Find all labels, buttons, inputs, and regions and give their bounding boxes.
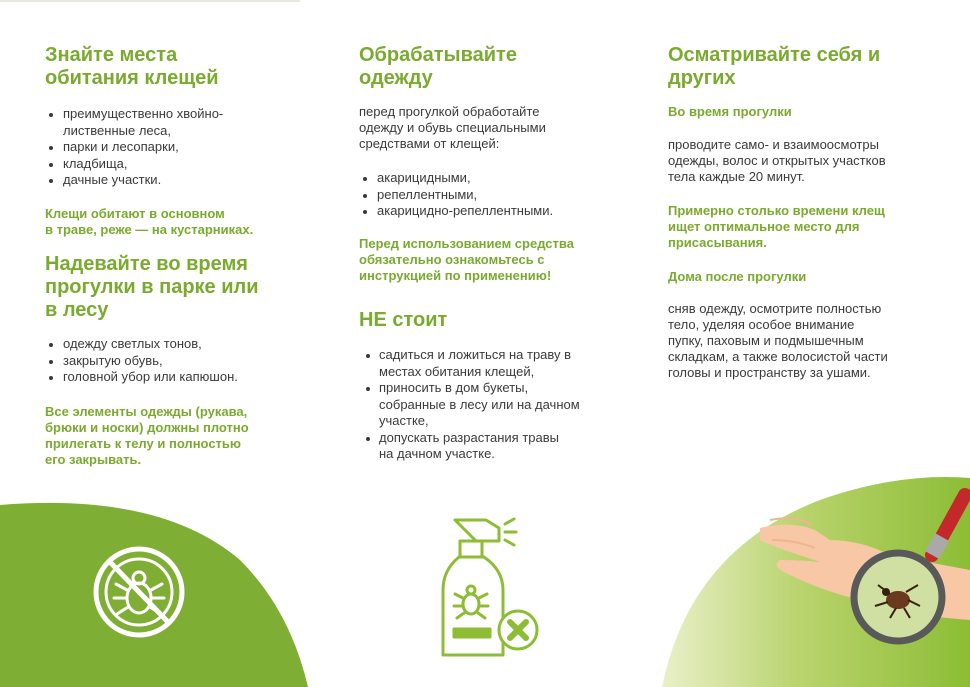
heading-line: Осматривайте себя и (668, 44, 881, 66)
products-note (359, 236, 574, 284)
list-item (359, 430, 629, 463)
note-line: ищет оптимальное место для (668, 219, 860, 234)
text-line: перед прогулкой обработайте (359, 104, 540, 119)
at-home-text (668, 301, 888, 381)
list-line: садиться и ложиться на траву в (379, 347, 572, 362)
spray-bottle-tick-icon (443, 519, 537, 655)
time-note (668, 203, 885, 251)
subheading-during-walk: Во время прогулки (668, 104, 792, 119)
clothing-note (45, 404, 249, 468)
left-green-panel (0, 503, 308, 687)
list-line: местах обитания клещей, (379, 363, 535, 379)
heading-line: других (668, 67, 736, 89)
treat-clothes-text (359, 104, 546, 152)
text-line: сняв одежду, осмотрите полностью (668, 301, 882, 316)
list-item: закрытую обувь, (45, 353, 295, 370)
note-line: его закрывать. (45, 452, 142, 467)
list-item: акарицидными, (359, 170, 619, 187)
column-inspect (668, 0, 943, 500)
habitats-list (45, 106, 295, 189)
text-line: одежды, волос и открытых участков (668, 153, 886, 168)
note-line: инструкцией по применению! (359, 268, 552, 283)
note-line: Перед использованием средства (359, 236, 574, 251)
column-habitats (45, 0, 315, 500)
list-item (359, 380, 629, 430)
note-line: присасывания. (668, 235, 767, 250)
note-line: прилегать к телу и полностью (45, 436, 242, 451)
text-line: средствами от клещей: (359, 136, 500, 151)
list-item (359, 347, 629, 380)
heading-clothing (45, 253, 259, 322)
column-treat-clothes (359, 0, 634, 500)
note-line: Все элементы одежды (рукава, (45, 404, 248, 419)
list-line: собранные в лесу или на дачном (379, 396, 580, 412)
heading-habitats-text: Знайте места обитания клещей (45, 44, 219, 89)
habitats-note (45, 206, 253, 238)
no-tick-icon (96, 549, 182, 635)
heading-line: прогулки в парке или (45, 276, 259, 298)
text-line: тело, уделяя особое внимание (668, 317, 855, 332)
list-item: одежду светлых тонов, (45, 336, 295, 353)
note-line: обязательно ознакомьтесь с (359, 252, 545, 267)
heading-line: Надевайте во время (45, 253, 248, 275)
magnifier-tick-on-hand-icon (760, 495, 970, 641)
heading-habitats (45, 44, 260, 90)
note-line: брюки и носки) должны плотно (45, 420, 249, 435)
note-line: Клещи обитают в основном (45, 206, 225, 221)
list-item: головной убор или капюшон. (45, 369, 295, 386)
list-line: допускать разрастания травы (379, 429, 559, 445)
heading-inspect (668, 44, 880, 90)
clothing-list (45, 336, 295, 386)
text-line: тела каждые 20 минут. (668, 169, 805, 184)
list-line: участке, (379, 413, 429, 428)
text-line: складкам, а также волосистой части (668, 349, 888, 364)
during-walk-text (668, 137, 886, 185)
text-line: головы и пространству за ушами. (668, 365, 871, 380)
heading-line: в лесу (45, 299, 109, 321)
text-line: пупку, паховым и подмышечным (668, 333, 864, 348)
heading-do-not: НЕ стоит (359, 309, 448, 331)
heading-line: Обрабатывайте (359, 44, 517, 66)
list-line: приносить в дом букеты, (379, 380, 529, 395)
do-not-list (359, 347, 629, 463)
text-line: проводите само- и взаимоосмотры (668, 137, 879, 152)
list-item: кладбища, (45, 156, 295, 173)
right-green-panel (662, 477, 970, 687)
subheading-at-home: Дома после прогулки (668, 269, 807, 284)
products-list (359, 170, 619, 220)
list-item: акарицидно-репеллентными. (359, 203, 619, 220)
heading-treat-clothes (359, 44, 517, 90)
note-line: в траве, реже — на кустарниках. (45, 222, 254, 237)
heading-line: одежду (359, 67, 433, 89)
list-item: репеллентными, (359, 187, 619, 204)
note-line: Примерно столько времени клещ (668, 203, 885, 218)
list-item: дачные участки. (45, 172, 295, 189)
text-line: одежду и обувь специальными (359, 120, 546, 135)
list-item: парки и лесопарки, (45, 139, 295, 156)
list-line: на дачном участке. (379, 446, 495, 461)
list-item: преимущественно хвойно-лиственные леса, (45, 106, 295, 139)
